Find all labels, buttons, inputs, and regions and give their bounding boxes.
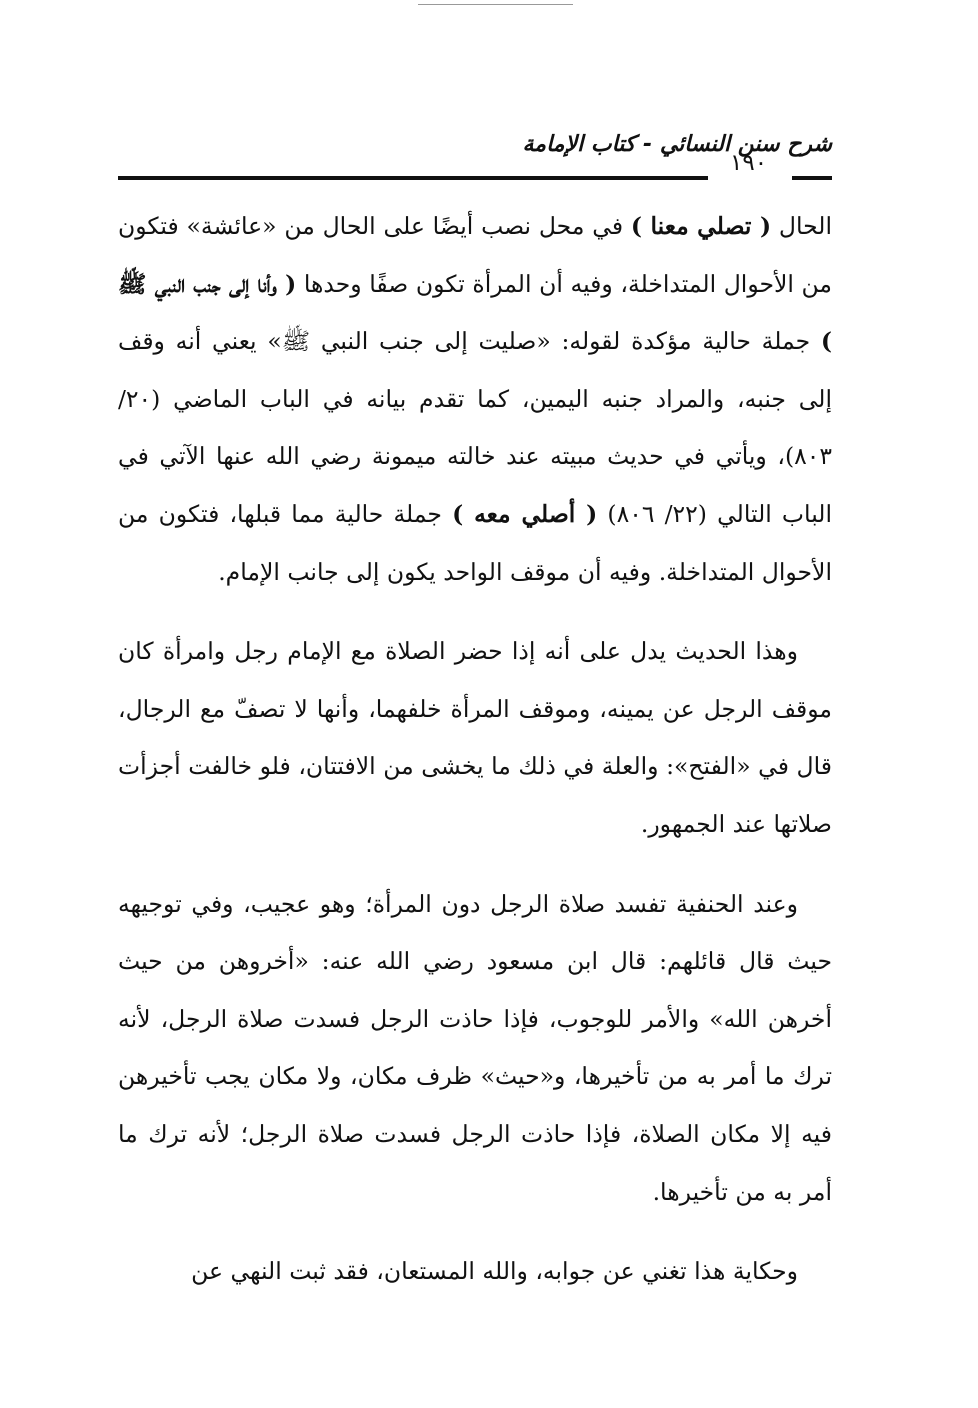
- text-segment: وعند الحنفية تفسد صلاة الرجل دون المرأة؛ وهو عجيب، وفي توجيهه حيث قال قائلهم: قال ابن مسعود رضي الله عنه: «أخروهن من حيث أخرهن الله» والأمر للوجوب، فإذا حاذت الرجل فسدت صلاة الرجل، لأنه ترك ما أمر به من تأخيرها، و«حيث» ظرف مكان، ولا مكان يجب تأخيرهن فيه إلا مكان الصلاة، فإذا حاذت الرجل فسدت صلاة الرجل؛ لأنه ترك ما أمر به من تأخيرها.: [118, 889, 832, 1206]
- text-segment: وحكاية هذا تغني عن جوابه، والله المستعان، فقد ثبت النهي عن: [191, 1257, 798, 1286]
- top-rule: [418, 4, 573, 5]
- text-segment: الحال: [771, 212, 832, 240]
- bold-phrase: ( تصلي معنا ): [630, 212, 772, 240]
- header-rule: [118, 176, 708, 180]
- page-body: [118, 198, 832, 1301]
- paragraph: [118, 876, 832, 1222]
- paragraph: [118, 198, 832, 601]
- text-segment: جملة حالية مؤكدة لقوله: «صليت إلى جنب النبي ﷺ» يعني أنه وقف إلى جنبه، والمراد جنبه اليمين، كما تقدم بيانه في الباب الماضي (٢٠/ ٨٠٣)، ويأتي في حديث مبيته عند خالته ميمونة رضي الله عنها الآتي في الباب التالي (٢٢/ ٨٠٦): [118, 327, 832, 528]
- running-title: شرح سنن النسائي - كتاب الإمامة: [522, 132, 832, 157]
- text-segment: في محل نصب أيضًا على الحال من «عائشة» فتكون من الأحوال المتداخلة، وفيه أن المرأة تكون صفًا وحدها: [118, 212, 833, 298]
- running-header: [118, 128, 832, 184]
- text-segment: جملة حالية مما قبلها، فتكون من الأحوال المتداخلة. وفيه أن موقف الواحد يكون إلى جانب الإمام.: [118, 499, 832, 586]
- header-rule-short: [792, 176, 832, 180]
- page-number: ١٩٠: [730, 150, 768, 176]
- bold-phrase: ( وأنا إلى جنب النبي ﷺ ): [118, 269, 832, 356]
- text-segment: وهذا الحديث يدل على أنه إذا حضر الصلاة مع الإمام رجل وامرأة كان موقف الرجل عن يمينه، وموقف المرأة خلفهما، وأنها لا تصفّ مع الرجال، قال في «الفتح»: والعلة في ذلك ما يخشى من الافتتان، فلو خالفت أجزأت صلاتها عند الجمهور.: [118, 637, 832, 838]
- paragraph: [118, 623, 832, 853]
- paragraph: [118, 1243, 832, 1301]
- bold-phrase: ( أصلي معه ): [452, 499, 598, 528]
